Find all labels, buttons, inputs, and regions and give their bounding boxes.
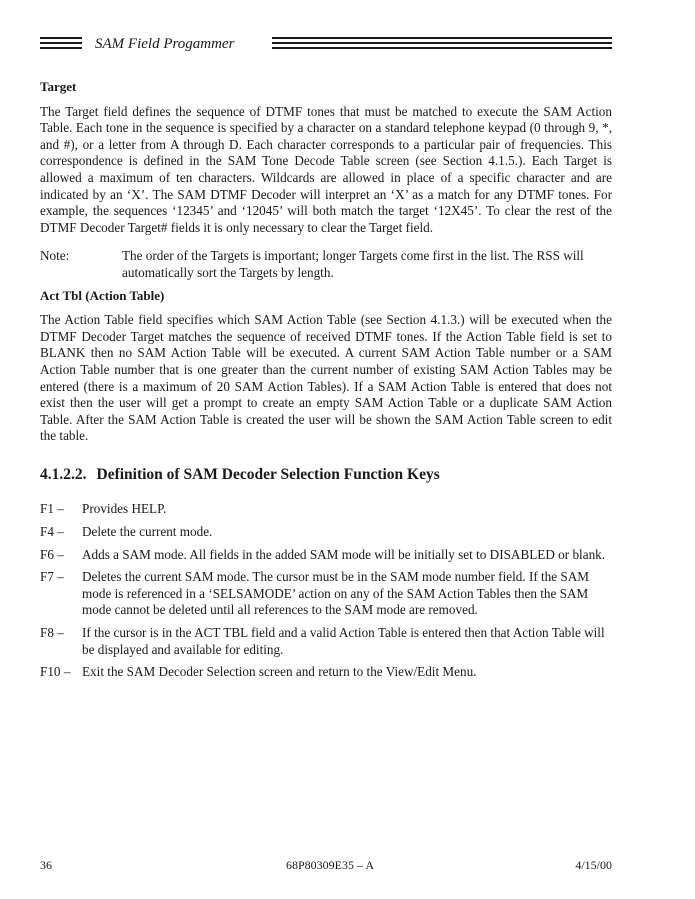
function-key-description: Deletes the current SAM mode. The cursor must be in the SAM mode number field. If the SAM mode is referenced in a ‘SELSAMODE’ action on any of the SAM Action Tables then the SAM mode cannot be deleted until all references to the SAM mode are removed. bbox=[82, 569, 590, 618]
note-text: The order of the Targets is important; longer Targets come first in the list. The RSS will automatically sort the Targets by length. bbox=[122, 248, 584, 280]
page-number: 36 bbox=[40, 858, 52, 872]
function-key-item bbox=[40, 547, 612, 564]
function-key-label: F10 – bbox=[40, 664, 71, 680]
function-key-item bbox=[40, 625, 612, 658]
note-label: Note: bbox=[40, 248, 70, 264]
function-key-description: Delete the current mode. bbox=[82, 524, 213, 540]
function-key-item bbox=[40, 569, 612, 619]
header-rule-left bbox=[40, 37, 82, 50]
section-number: 4.1.2.2. bbox=[40, 465, 87, 483]
page-header bbox=[40, 34, 612, 54]
function-key-description: If the cursor is in the ACT TBL field and a valid Action Table is entered then that Action Table will be displayed and available for editing. bbox=[82, 625, 605, 657]
function-key-description: Exit the SAM Decoder Selection screen and return to the View/Edit Menu. bbox=[82, 664, 477, 680]
page-footer bbox=[40, 858, 612, 872]
document-date: 4/15/00 bbox=[575, 858, 612, 872]
function-key-label: F8 – bbox=[40, 625, 64, 641]
header-rule-right bbox=[272, 37, 612, 50]
section-heading bbox=[40, 467, 612, 484]
function-key-item bbox=[40, 524, 612, 541]
function-key-description: Provides HELP. bbox=[82, 501, 167, 517]
function-key-label: F6 – bbox=[40, 546, 64, 562]
target-heading: Target bbox=[40, 79, 77, 94]
act-tbl-paragraph: The Action Table field specifies which SAM Action Table (see Section 4.1.3.) will be executed when the DTMF Decoder Target matches the sequence of received DTMF tones. If the Action Table field is set to BLANK then no SAM Action Table will be executed. A current SAM Action Table number or a SAM Action Table number that is one greater than the current number of existing SAM Action Tables may be entered (there is a maximum of 20 SAM Action Tables). If a SAM Action Table is entered that does not exist then the user will get a prompt to create an empty SAM Action Table or a duplicate SAM Action Table. After the SAM Action Table is created the user will be shown the SAM Action Table screen to edit the table. bbox=[40, 312, 612, 444]
function-key-description: Adds a SAM mode. All fields in the added SAM mode will be initially set to DISABLED or blank. bbox=[82, 546, 606, 562]
note-block bbox=[40, 248, 612, 281]
function-key-label: F7 – bbox=[40, 569, 64, 585]
header-title: SAM Field Progammer bbox=[95, 36, 235, 52]
target-paragraph: The Target field defines the sequence of DTMF tones that must be matched to execute the SAM Action Table. Each tone in the sequence is specified by a character on a standard telephone keypad (0 through 9, *, and #), or a letter from A through D. Each character corresponds to a particular pair of frequencies. This correspondence is defined in the SAM Tone Decode Table screen (see Section 4.1.5.). Each Target is allowed a maximum of ten characters. Wildcards are allowed in place of a specific character and are indicated by an ‘X’. The SAM DTMF Decoder will interpret an ‘X’ as a match for any DTMF tones. For example, the sequences ‘12345’ and ‘12045’ will both match the target ‘12X45’. To clear the rest of the DTMF Decoder Target# fields it is only necessary to clear the Target field. bbox=[40, 103, 612, 235]
function-key-item bbox=[40, 664, 612, 681]
function-key-label: F4 – bbox=[40, 524, 64, 540]
function-key-item bbox=[40, 501, 612, 518]
page-content bbox=[40, 79, 612, 687]
section-title: Definition of SAM Decoder Selection Function Keys bbox=[96, 465, 440, 483]
function-key-label: F1 – bbox=[40, 501, 64, 517]
document-id: 68P80309E35 – A bbox=[286, 858, 375, 872]
act-tbl-heading: Act Tbl (Action Table) bbox=[40, 287, 165, 303]
function-key-list bbox=[40, 501, 612, 680]
